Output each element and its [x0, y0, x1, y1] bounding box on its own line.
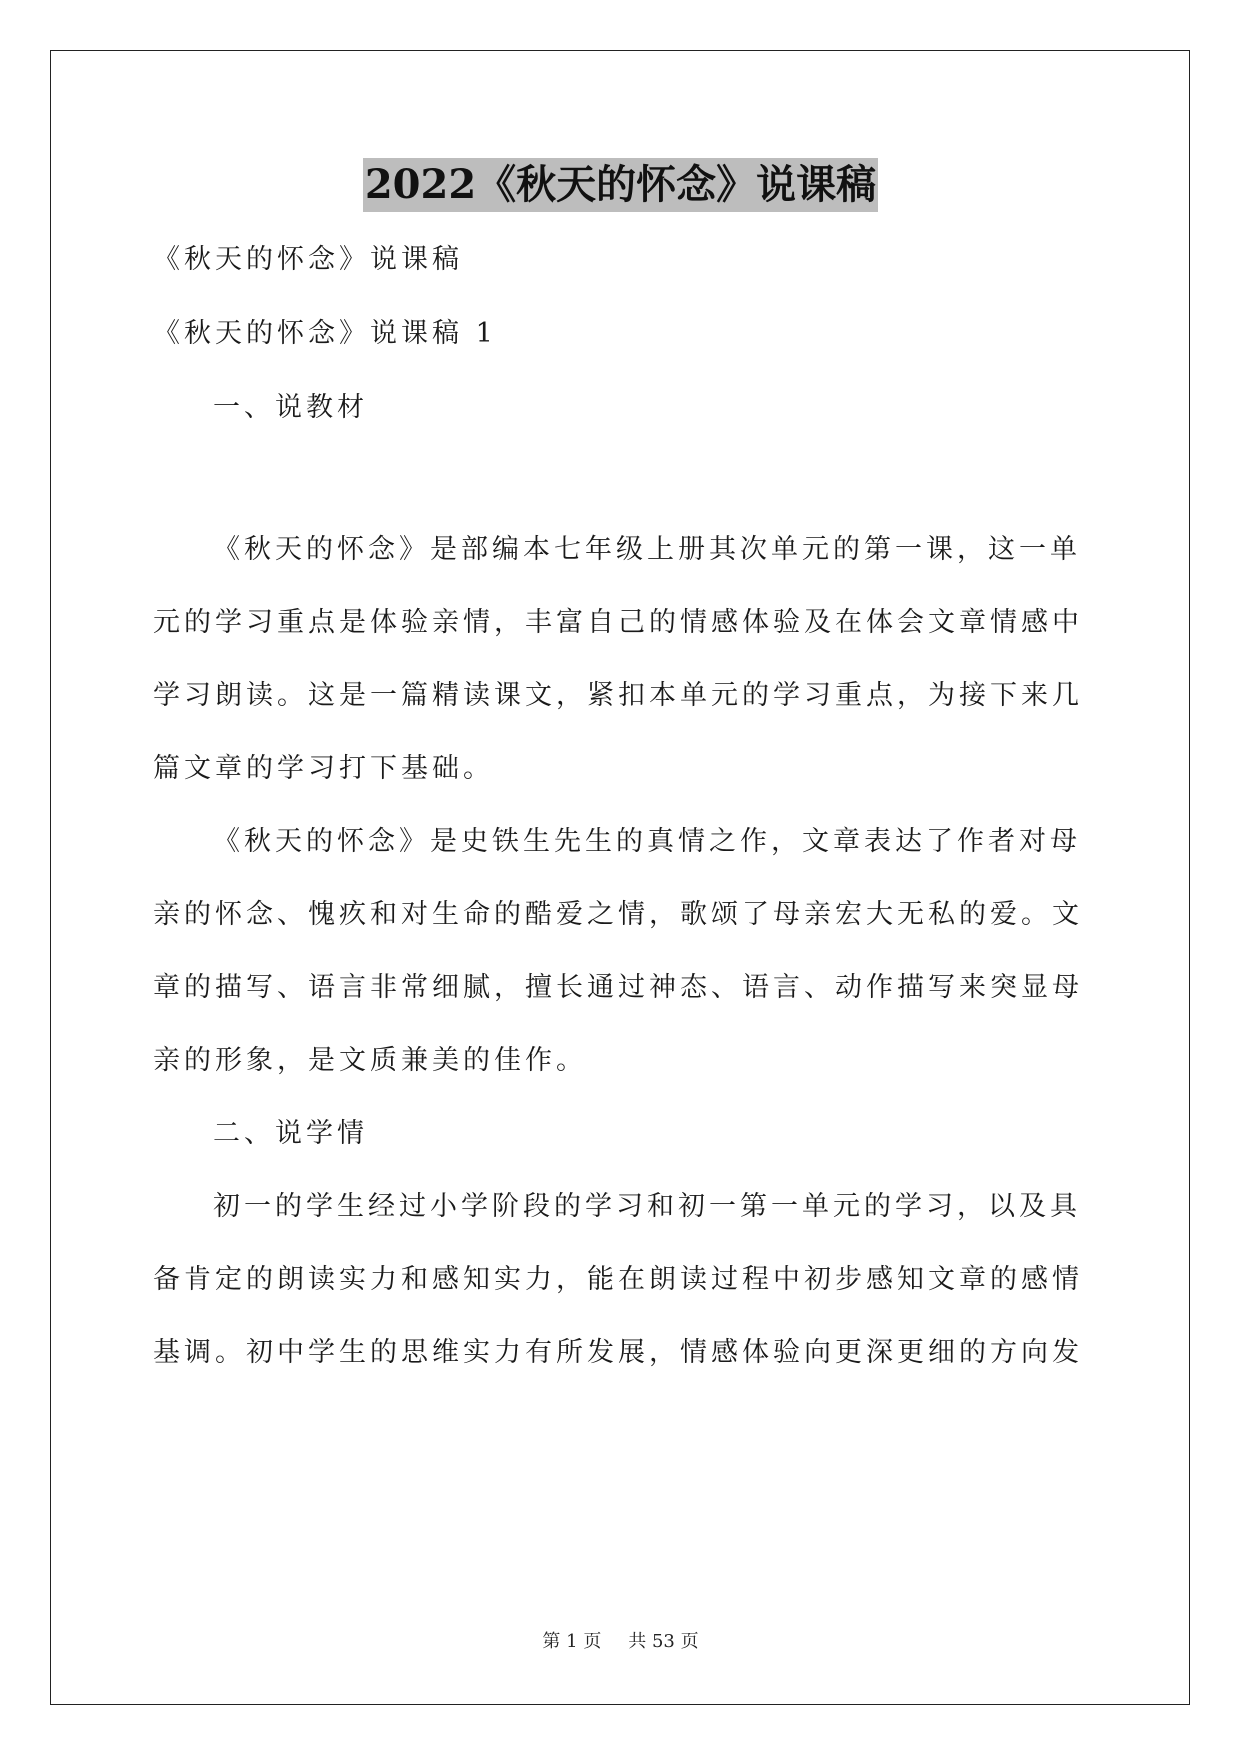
title-container: [0, 158, 1241, 212]
page-total: 共 53 页: [628, 1631, 699, 1652]
paragraph-line: 篇文章的学习打下基础。: [153, 753, 494, 784]
subtitle-line: 《秋天的怀念》说课稿: [153, 244, 463, 275]
page-footer: [0, 1630, 1241, 1654]
page-border: [50, 50, 1190, 1705]
paragraph-line: 备肯定的朗读实力和感知实力，能在朗读过程中初步感知文章的感情: [153, 1264, 1083, 1295]
paragraph-line: 学习朗读。这是一篇精读课文，紧扣本单元的学习重点，为接下来几: [153, 680, 1083, 711]
section-heading-student-situation: 二、说学情: [213, 1118, 368, 1149]
paragraph-line: 章的描写、语言非常细腻，擅长通过神态、语言、动作描写来突显母: [153, 972, 1083, 1003]
subtitle-line-numbered: 《秋天的怀念》说课稿 1: [153, 318, 497, 349]
section-heading-teaching-material: 一、说教材: [213, 392, 368, 423]
paragraph-line: 初一的学生经过小学阶段的学习和初一第一单元的学习，以及具: [213, 1191, 1081, 1222]
paragraph-line: 基调。初中学生的思维实力有所发展，情感体验向更深更细的方向发: [153, 1337, 1083, 1368]
paragraph-line: 亲的形象，是文质兼美的佳作。: [153, 1045, 587, 1076]
page-number: 第 1 页: [542, 1631, 602, 1652]
paragraph-line: 《秋天的怀念》是史铁生先生的真情之作，文章表达了作者对母: [213, 826, 1081, 857]
paragraph-line: 亲的怀念、愧疚和对生命的酷爱之情，歌颂了母亲宏大无私的爱。文: [153, 899, 1083, 930]
document-title: 2022《秋天的怀念》说课稿: [363, 158, 878, 212]
paragraph-line: 元的学习重点是体验亲情，丰富自己的情感体验及在体会文章情感中: [153, 607, 1083, 638]
paragraph-line: 《秋天的怀念》是部编本七年级上册其次单元的第一课，这一单: [213, 534, 1081, 565]
